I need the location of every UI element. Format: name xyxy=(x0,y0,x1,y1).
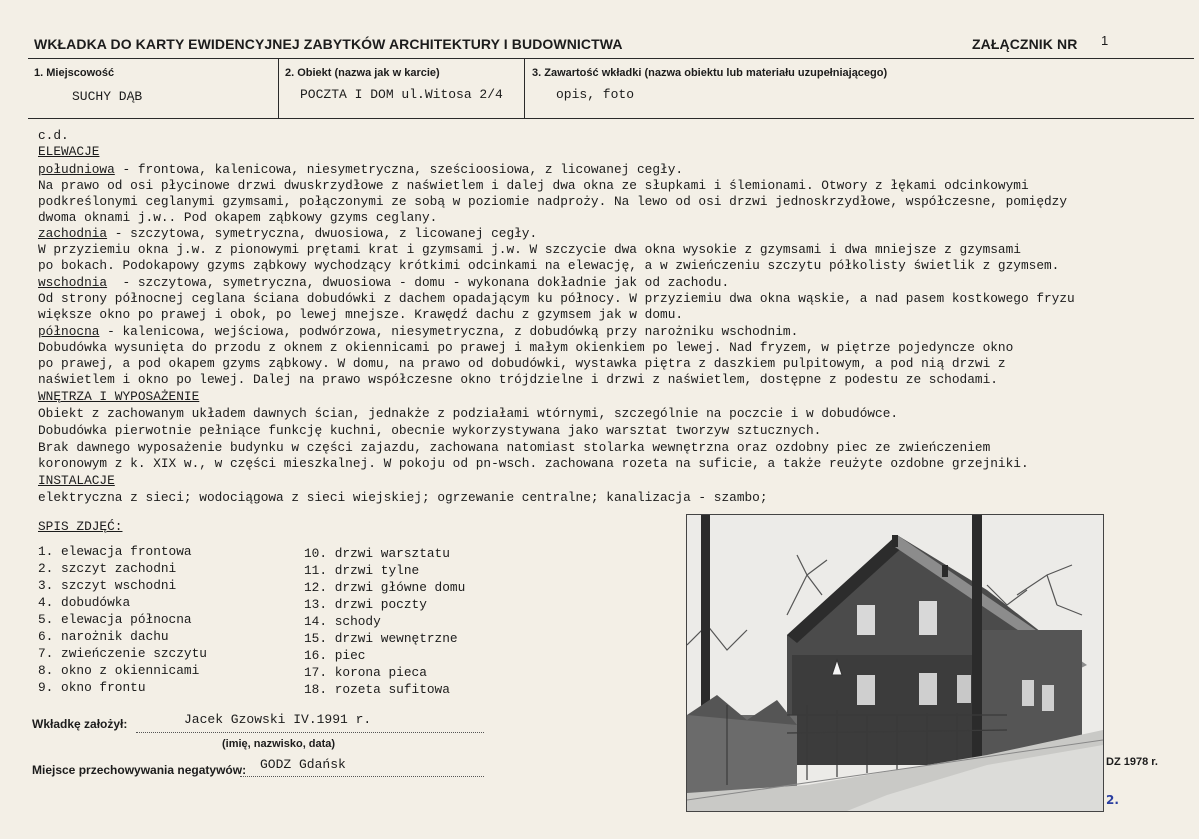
body-line xyxy=(38,324,798,340)
photo-list-heading: SPIS ZDJĘĆ: xyxy=(38,519,123,534)
field-divider-2 xyxy=(524,58,525,119)
list-item: 17. korona pieca xyxy=(304,665,427,680)
body-line: Od strony północnej ceglana ściana dobudówki z dachem opadającym ku północy. W przyziemiu dwa okna wąskie, a nad pasem kostkowego fryzu xyxy=(38,291,1075,306)
body-line: W przyziemiu okna j.w. z pionowymi prętami krat i gzymsami j.w. W szczycie dwa okna wysokie z gzymsami i dwa mniejsze z gzymsami xyxy=(38,242,1021,257)
list-item: 11. drzwi tylne xyxy=(304,563,420,578)
list-item: 6. narożnik dachu xyxy=(38,629,169,644)
negatives-dotted-line xyxy=(240,776,484,777)
field-3-label: 3. Zawartość wkładki (nazwa obiektu lub materiału uzupełniającego) xyxy=(532,67,888,79)
field-1-label: 1. Miejscowość xyxy=(34,67,115,79)
body-line: dwoma oknami j.w.. Pod okapem ząbkowy gzyms ceglany. xyxy=(38,210,438,225)
body-line: Brak dawnego wyposażenie budynku w części zajazdu, zachowana natomiast stolarka wewnętrzna oraz ozdobny piec ze zwieńczeniem xyxy=(38,440,991,455)
body-text: - kalenicowa, wejściowa, podwórzowa, niesymetryczna, z dobudówką przy narożniku wschodnim. xyxy=(99,324,799,339)
header-rule-top xyxy=(28,58,1194,59)
body-text: - frontowa, kalenicowa, niesymetryczna, sześcioosiowa, z licowanej cegły. xyxy=(114,162,684,177)
field-3-value: opis, foto xyxy=(556,87,635,102)
building-photo xyxy=(686,514,1104,812)
body-line: podkreślonymi ceglanymi gzymsami, połączonymi ze sobą w poziomie nadproży. Na lewo od osi drzwi jednoskrzydłowe, współczesne, pomiędzy xyxy=(38,194,1068,209)
body-line: c.d. xyxy=(38,128,69,143)
body-line xyxy=(38,162,683,178)
list-item: 14. schody xyxy=(304,614,381,629)
list-item: 18. rozeta sufitowa xyxy=(304,682,450,697)
header-rule-bottom xyxy=(28,118,1194,119)
list-item: 16. piec xyxy=(304,648,366,663)
list-item: 12. drzwi główne domu xyxy=(304,580,466,595)
body-line: po prawej, a pod okapem gzyms ząbkowy. W domu, na prawo od dobudówki, wystawka piętra z daszkiem pulpitowym, a pod nią drzwi z xyxy=(38,356,1006,371)
list-item: 3. szczyt wschodni xyxy=(38,578,177,593)
list-item: 13. drzwi poczty xyxy=(304,597,427,612)
body-line: koronowym z k. XIX w., w części mieszkalnej. W pokoju od pn-wsch. zachowana rozeta na suficie, a także reużyte ozdobne grzejniki. xyxy=(38,456,1029,471)
author-label: Wkładkę założył: xyxy=(32,717,128,731)
annex-label: ZAŁĄCZNIK NR xyxy=(972,36,1078,52)
subheading-poludniowa: południowa xyxy=(38,162,115,177)
body-line: Dobudówka wysunięta do przodu z oknem z okiennicami po prawej i małym okienkiem po lewej. Nad fryzem, w piętrze pojedyncze okno xyxy=(38,340,1014,355)
annex-number: 1 xyxy=(1101,33,1109,48)
body-text: - szczytowa, symetryczna, dwuosiowa - domu - wykonana dokładnie jak od zachodu. xyxy=(107,275,730,290)
body-line: Dobudówka pierwotnie pełniące funkcję kuchni, obecnie wykorzystywana jako warsztat tworzyw sztucznych. xyxy=(38,423,822,438)
field-2-label: 2. Obiekt (nazwa jak w karcie) xyxy=(285,67,440,79)
author-value: Jacek Gzowski IV.1991 r. xyxy=(184,712,372,727)
list-item: 1. elewacja frontowa xyxy=(38,544,192,559)
list-item: 10. drzwi warsztatu xyxy=(304,546,450,561)
photo-list-col-1 xyxy=(38,543,207,696)
list-item: 5. elewacja północna xyxy=(38,612,192,627)
list-item: 7. zwieńczenie szczytu xyxy=(38,646,207,661)
author-dotted-line xyxy=(136,732,484,733)
body-line xyxy=(38,226,537,242)
section-heading-wnetrza: WNĘTRZA I WYPOSAŻENIE xyxy=(38,389,200,404)
subheading-polnocna: północna xyxy=(38,324,100,339)
field-2-value: POCZTA I DOM ul.Witosa 2/4 xyxy=(300,87,503,102)
photo-number: 2. xyxy=(1106,793,1119,807)
negatives-value: GODZ Gdańsk xyxy=(260,757,346,772)
field-1-value: SUCHY DĄB xyxy=(72,89,143,104)
list-item: 4. dobudówka xyxy=(38,595,131,610)
body-line: Obiekt z zachowanym układem dawnych ścian, jednakże z podziałami wtórnymi, szczególnie na poczcie i w dobudówce. xyxy=(38,406,899,421)
body-text: - szczytowa, symetryczna, dwuosiowa, z licowanej cegły. xyxy=(107,226,538,241)
body-line: Na prawo od osi płycinowe drzwi dwuskrzydłowe z naświetlem i dalej dwa okna ze słupkami i ślemionami. Otwory z łękami odcinkowymi xyxy=(38,178,1029,193)
author-hint: (imię, nazwisko, data) xyxy=(222,738,336,750)
list-item: 15. drzwi wewnętrzne xyxy=(304,631,458,646)
body-line: większe okno po prawej i obok, po lewej mnejsze. Krawędź dachu z gzymsem jak w domu. xyxy=(38,307,684,322)
list-item: 2. szczyt zachodni xyxy=(38,561,177,576)
body-line: po bokach. Podokapowy gzyms ząbkowy wychodzący krótkimi odcinkami na elewację, a w zwieńczeniu szczytu półkolisty świetlik z gzymsem. xyxy=(38,258,1060,273)
photo-caption: DZ 1978 r. xyxy=(1106,756,1158,768)
subheading-wschodnia: wschodnia xyxy=(38,275,108,290)
section-heading-elewacje: ELEWACJE xyxy=(38,144,100,159)
body-line: naświetlem i okno po lewej. Dalej na prawo współczesne okno trójdzielne i drzwi z naświetlem, dostępne z podestu ze schodami. xyxy=(38,372,998,387)
field-divider-1 xyxy=(278,58,279,119)
negatives-label: Miejsce przechowywania negatywów: xyxy=(32,763,247,777)
body-line xyxy=(38,275,729,291)
document-title: WKŁADKA DO KARTY EWIDENCYJNEJ ZABYTKÓW ARCHITEKTURY I BUDOWNICTWA xyxy=(34,36,623,52)
list-item: 9. okno frontu xyxy=(38,680,146,695)
subheading-zachodnia: zachodnia xyxy=(38,226,108,241)
list-item: 8. okno z okiennicami xyxy=(38,663,200,678)
section-heading-instalacje: INSTALACJE xyxy=(38,473,115,488)
photo-list-col-2 xyxy=(304,545,465,698)
body-line: elektryczna z sieci; wodociągowa z sieci wiejskiej; ogrzewanie centralne; kanalizacja - szambo; xyxy=(38,490,768,505)
